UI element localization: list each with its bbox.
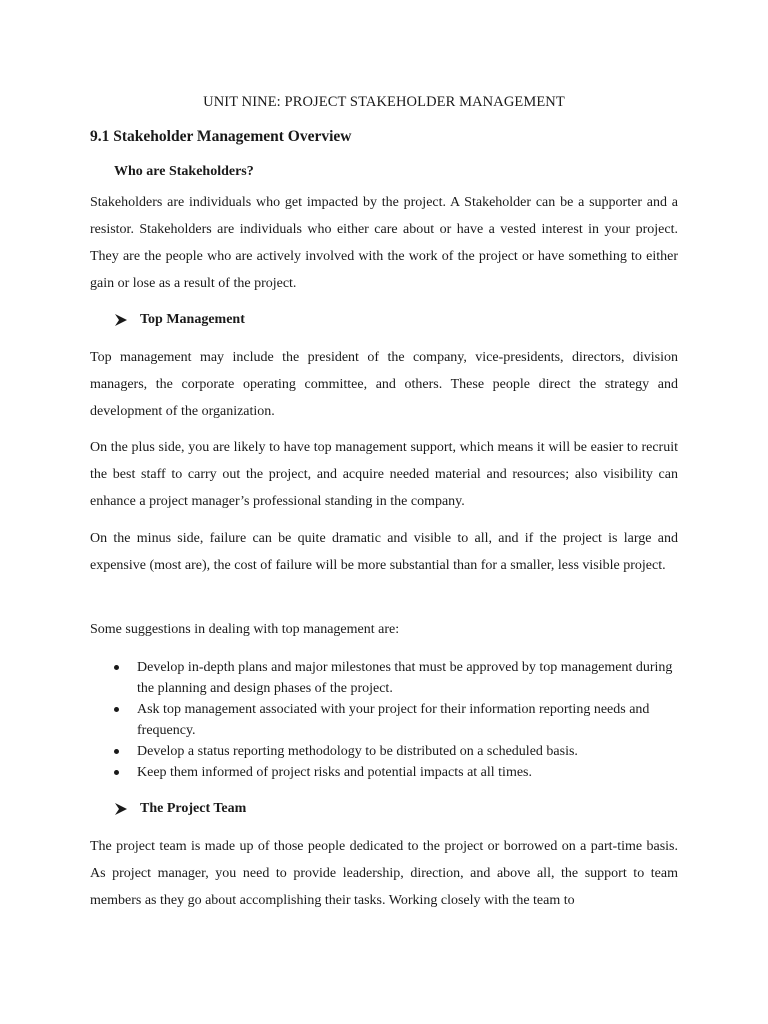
- list-item: [90, 657, 678, 699]
- suggestions-list: [90, 657, 678, 783]
- bullet-icon: [114, 707, 119, 712]
- top-management-heading: [114, 312, 245, 328]
- bullet-icon: [114, 770, 119, 775]
- who-are-stakeholders-heading: Who are Stakeholders?: [114, 164, 254, 179]
- stakeholders-paragraph: Stakeholders are individuals who get impacted by the project. A Stakeholder can be a supporter and a resistor. Stakeholders are individuals who either care about or have a vested interest in your project. They are the people who are actively involved with the work of the project or have something to either gain or lose as a result of the project.: [90, 195, 678, 291]
- project-team-paragraph: The project team is made up of those people dedicated to the project or borrowed on a part-time basis. As project manager, you need to provide leadership, direction, and above all, the support to team members as they go about accomplishing their tasks. Working closely with the team to: [90, 839, 678, 908]
- section-heading: 9.1 Stakeholder Management Overview: [90, 128, 352, 145]
- list-item-text: Develop a status reporting methodology to be distributed on a scheduled basis.: [137, 744, 578, 759]
- bullet-icon: [114, 749, 119, 754]
- list-item-text: Keep them informed of project risks and potential impacts at all times.: [137, 765, 533, 780]
- project-team-heading: [114, 801, 246, 817]
- suggestions-intro: Some suggestions in dealing with top management are:: [90, 622, 400, 637]
- list-item: [90, 762, 678, 783]
- arrowhead-bullet-icon: [114, 802, 128, 816]
- bullet-icon: [114, 665, 119, 670]
- top-management-label: Top Management: [140, 312, 245, 327]
- plus-side-paragraph: On the plus side, you are likely to have top management support, which means it will be easier to recruit the best staff to carry out the project, and acquire needed material and resources; also visibility can enhance a project manager’s professional standing in the company.: [90, 440, 678, 509]
- project-team-label: The Project Team: [140, 801, 247, 816]
- list-item: [90, 699, 678, 741]
- list-item-text: Develop in-depth plans and major milestones that must be approved by top management during the planning and design phases of the project.: [137, 660, 673, 696]
- top-management-paragraph: Top management may include the president of the company, vice-presidents, directors, division managers, the corporate operating committee, and others. These people direct the strategy and development of the organization.: [90, 350, 678, 419]
- list-item-text: Ask top management associated with your project for their information reporting needs and frequency.: [137, 702, 650, 738]
- list-item: [90, 741, 678, 762]
- unit-title: UNIT NINE: PROJECT STAKEHOLDER MANAGEMENT: [203, 94, 565, 110]
- arrowhead-bullet-icon: [114, 313, 128, 327]
- minus-side-paragraph: On the minus side, failure can be quite dramatic and visible to all, and if the project is large and expensive (most are), the cost of failure will be more substantial than for a smaller, less visible project.: [90, 531, 678, 573]
